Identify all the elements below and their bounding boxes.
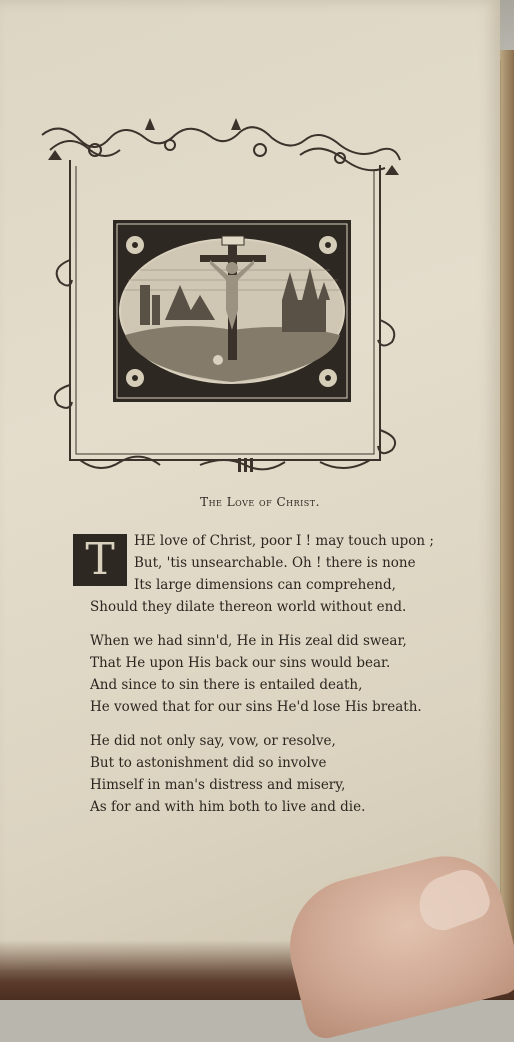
crucifixion-engraving-icon bbox=[113, 220, 351, 402]
poem-line: HE love of Christ, poor I ! may touch upon ; bbox=[134, 533, 434, 549]
poem-line: He vowed that for our sins He'd lose His breath. bbox=[90, 699, 422, 715]
ornamental-frame-icon bbox=[0, 0, 514, 500]
poem-line: When we had sinn'd, He in His zeal did swear, bbox=[90, 633, 407, 649]
poem-line: Himself in man's distress and misery, bbox=[90, 777, 346, 793]
stanza-1 bbox=[90, 530, 434, 618]
poem-line: Its large dimensions can comprehend, bbox=[134, 577, 396, 593]
poem-line: And since to sin there is entailed death, bbox=[90, 677, 363, 693]
poem-line: He did not only say, vow, or resolve, bbox=[90, 733, 336, 749]
poem-line: But to astonishment did so involve bbox=[90, 755, 327, 771]
poem-line: Should they dilate thereon world without end. bbox=[90, 599, 407, 615]
poem-line: As for and with him both to live and die. bbox=[90, 799, 366, 815]
drop-cap-initial: T bbox=[73, 534, 127, 586]
poem-body bbox=[90, 530, 434, 830]
poem-line: That He upon His back our sins would bear. bbox=[90, 655, 391, 671]
stanza-3 bbox=[90, 730, 420, 818]
poem-line: But, 'tis unsearchable. Oh ! there is none bbox=[134, 555, 416, 571]
poem-title: The Love of Christ. bbox=[200, 495, 320, 509]
stanza-2 bbox=[90, 630, 420, 718]
